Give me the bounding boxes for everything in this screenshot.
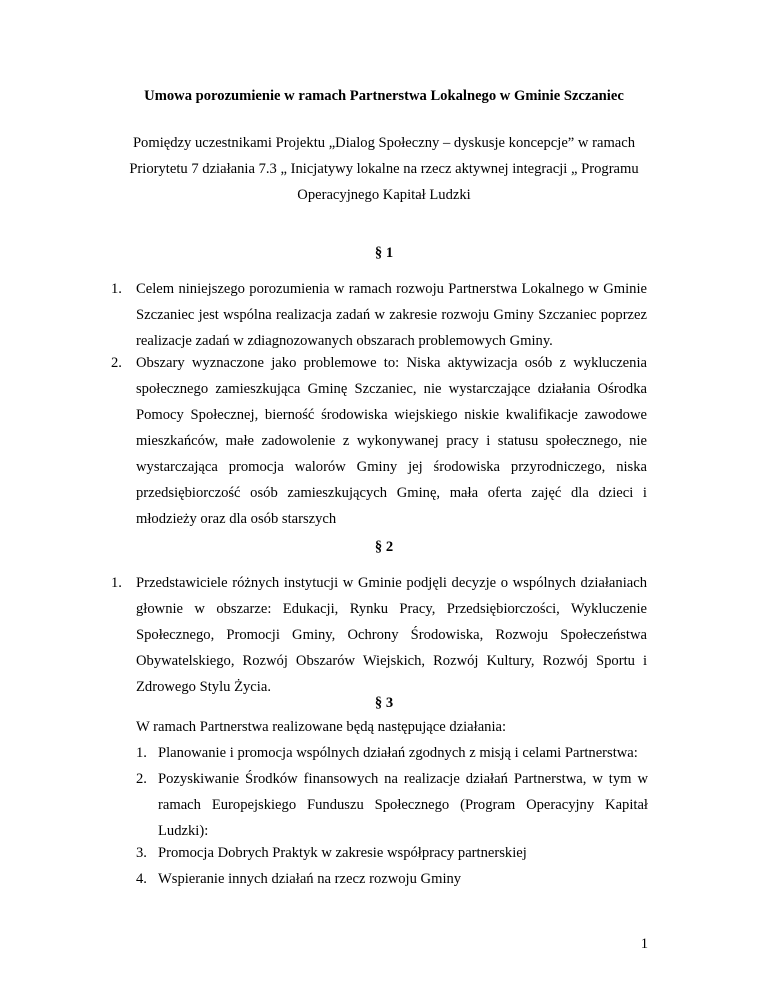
section-3-heading: § 3 <box>374 695 394 711</box>
section-3-item-1-text: Planowanie i promocja wspólnych działań zgodnych z misją i celami Partnerstwa: <box>158 745 638 761</box>
section-2-item-1-text: Przedstawiciele różnych instytucji w Gminie podjęli decyzje o wspólnych działaniach głownie w obszarze: Edukacji, Rynku Pracy, Przedsiębiorczości, Wykluczenie Społecznego, Promocji Gminy, Ochrony Środowiska, Rozwoju Społeczeństwa Obywatelskiego, Rozwój Obszarów Wiejskich, Rozwój Kultury, Rozwój Sportu i Zdrowego Stylu Życia. <box>136 575 647 695</box>
page-number: 1 <box>640 936 648 952</box>
document-title: Umowa porozumienie w ramach Partnerstwa Lokalnego w Gminie Szczaniec <box>144 88 624 104</box>
section-3-item-3-number: 3. <box>136 845 147 861</box>
section-2-heading: § 2 <box>374 539 394 555</box>
section-3-item-3-text: Promocja Dobrych Praktyk w zakresie współpracy partnerskiej <box>158 845 527 861</box>
section-1-item-2-text: Obszary wyznaczone jako problemowe to: Niska aktywizacja osób z wykluczenia społecznego zamieszkująca Gminę Szczaniec, nie wystarczające działania Ośrodka Pomocy Społecznej, bierność środowiska wiejskiego niskie kwalifikacje zawodowe mieszkańców, małe zadowolenie z wykonywanej pracy i statusu społecznego, nie wystarczająca promocja walorów Gminy jej środowiska przyrodniczego, niska przedsiębiorczość osób zamieszkujących Gminę, mała oferta zajęć dla dzieci i młodzieży oraz dla osób starszych <box>136 355 647 527</box>
section-3-item-1-number: 1. <box>136 745 147 761</box>
section-3-item-2-number: 2. <box>136 771 147 787</box>
section-1-item-2-number: 2. <box>111 355 122 371</box>
section-3-lead: W ramach Partnerstwa realizowane będą następujące działania: <box>136 719 507 735</box>
section-2-item-1-number: 1. <box>111 575 122 591</box>
section-3-item-4-text: Wspieranie innych działań na rzecz rozwoju Gminy <box>158 871 462 887</box>
section-3-item-2-text: Pozyskiwanie Środków finansowych na realizacje działań Partnerstwa, w tym w ramach Europejskiego Funduszu Społecznego (Program Operacyjny Kapitał Ludzki): <box>158 771 648 839</box>
section-1-item-1-number: 1. <box>111 281 122 297</box>
intro-paragraph: Pomiędzy uczestnikami Projektu „Dialog Społeczny – dyskusje koncepcje” w ramach Priorytetu 7 działania 7.3 „ Inicjatywy lokalne na rzecz aktywnej integracji „ Programu Operacyjnego Kapitał Ludzki <box>129 135 639 203</box>
section-1-heading: § 1 <box>374 245 394 261</box>
section-3-item-4-number: 4. <box>136 871 147 887</box>
section-1-item-1-text: Celem niniejszego porozumienia w ramach rozwoju Partnerstwa Lokalnego w Gminie Szczaniec jest wspólna realizacja zadań w zakresie rozwoju Gminy Szczaniec poprzez realizacje zadań w zdiagnozowanych obszarach problemowych Gminy. <box>136 281 647 349</box>
